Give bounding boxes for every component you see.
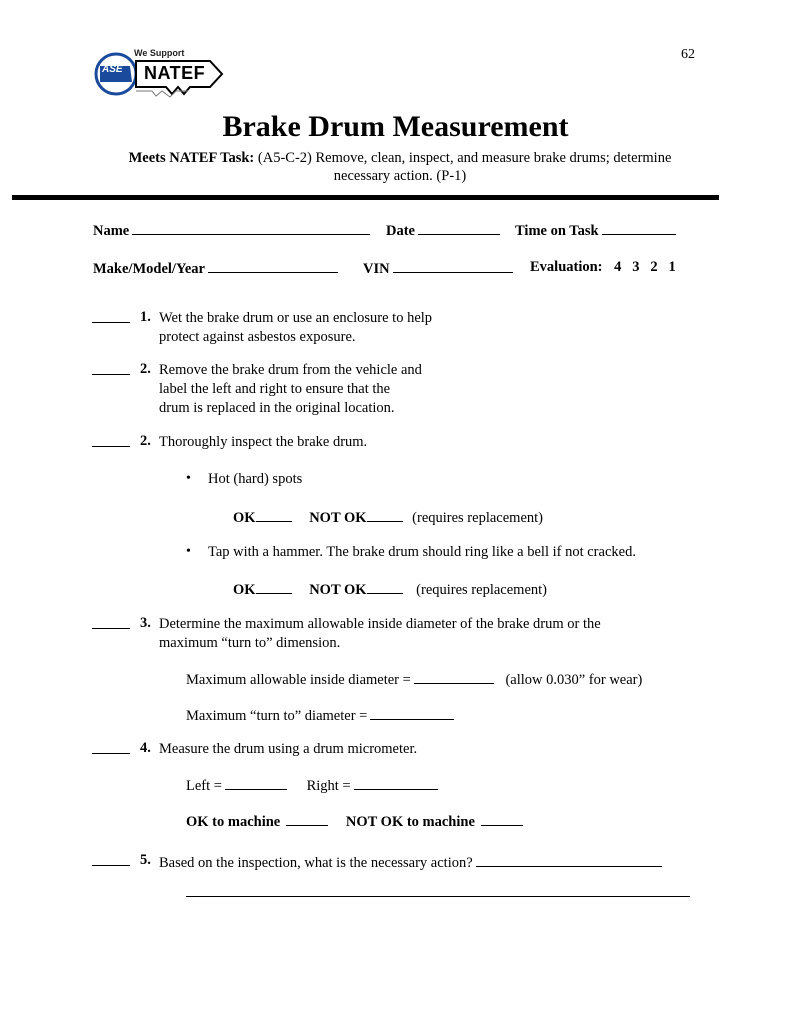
machine-row xyxy=(186,811,523,832)
step-3-check-blank[interactable] xyxy=(92,616,130,629)
page-title: Brake Drum Measurement xyxy=(222,110,569,143)
logo-word: NATEF xyxy=(144,63,206,83)
requires-replacement-text: (requires replacement) xyxy=(416,582,547,598)
date-blank[interactable] xyxy=(418,220,500,235)
hot-spots-result xyxy=(233,507,543,528)
page-number: 62 xyxy=(681,47,695,62)
max-inside-diameter-row xyxy=(186,669,642,690)
step-4-number: 4. xyxy=(140,740,151,756)
allow-wear-note: (allow 0.030” for wear) xyxy=(505,672,643,688)
ok-blank[interactable] xyxy=(256,579,292,594)
hot-spots-text: Hot (hard) spots xyxy=(208,471,303,487)
ok-label: OK xyxy=(233,582,256,598)
step-1-number: 1. xyxy=(140,309,151,325)
left-right-row xyxy=(186,775,438,796)
max-turn-to-row xyxy=(186,705,454,726)
ok-blank[interactable] xyxy=(256,507,292,522)
task-label: Meets NATEF Task: xyxy=(128,150,255,166)
left-label: Left = xyxy=(186,778,222,794)
not-ok-label: NOT OK xyxy=(309,510,367,526)
step-1-line: Wet the brake drum or use an enclosure to help xyxy=(159,310,433,326)
step-5-line: Based on the inspection, what is the necessary action? xyxy=(159,855,473,871)
ok-to-machine-blank[interactable] xyxy=(286,811,328,826)
step-5-number: 5. xyxy=(140,852,151,868)
evaluation-field xyxy=(530,258,676,277)
task-subtitle xyxy=(100,149,700,185)
date-label: Date xyxy=(386,223,415,239)
bullet-dot-icon: • xyxy=(186,471,191,486)
divider-rule xyxy=(12,195,719,200)
max-turn-to-blank[interactable] xyxy=(370,705,454,720)
not-ok-to-machine-label: NOT OK to machine xyxy=(345,814,475,830)
step-2a-text xyxy=(159,361,422,418)
vin-label: VIN xyxy=(363,261,390,277)
left-blank[interactable] xyxy=(225,775,287,790)
step-2a-check-blank[interactable] xyxy=(92,362,130,375)
max-inside-diameter-label: Maximum allowable inside diameter = xyxy=(186,672,411,688)
max-inside-diameter-blank[interactable] xyxy=(414,669,494,684)
step-4-text: Measure the drum using a drum micrometer. xyxy=(159,741,418,757)
step-2a-line: drum is replaced in the original location. xyxy=(159,400,395,416)
vin-blank[interactable] xyxy=(393,258,513,273)
step-3-text xyxy=(159,615,601,653)
step-3-line: Determine the maximum allowable inside diameter of the brake drum or the xyxy=(159,616,601,632)
step-3-number: 3. xyxy=(140,615,151,631)
tap-hammer-text: Tap with a hammer. The brake drum should ring like a bell if not cracked. xyxy=(208,544,636,560)
tap-hammer-result xyxy=(233,579,547,600)
not-ok-to-machine-blank[interactable] xyxy=(481,811,523,826)
task-text-line2: necessary action. (P-1) xyxy=(333,168,467,184)
not-ok-label: NOT OK xyxy=(309,582,367,598)
date-field xyxy=(386,220,500,241)
step-5-check-blank[interactable] xyxy=(92,853,130,866)
necessary-action-blank-line2[interactable] xyxy=(186,896,690,897)
time-on-task-blank[interactable] xyxy=(602,220,676,235)
bullet-dot-icon: • xyxy=(186,544,191,559)
not-ok-blank[interactable] xyxy=(367,507,403,522)
time-on-task-field xyxy=(515,220,676,241)
ok-label: OK xyxy=(233,510,256,526)
step-1-check-blank[interactable] xyxy=(92,310,130,323)
step-1-line: protect against asbestos exposure. xyxy=(159,329,356,345)
make-model-year-field xyxy=(93,258,338,279)
step-2a-line: label the left and right to ensure that the xyxy=(159,381,391,397)
necessary-action-blank[interactable] xyxy=(476,852,662,867)
max-turn-to-label: Maximum “turn to” diameter = xyxy=(186,708,368,724)
name-label: Name xyxy=(93,223,130,239)
right-blank[interactable] xyxy=(354,775,438,790)
task-text-line1: (A5-C-2) Remove, clean, inspect, and measure brake drums; determine xyxy=(257,150,672,166)
step-2a-line: Remove the brake drum from the vehicle and xyxy=(159,362,422,378)
time-on-task-label: Time on Task xyxy=(515,223,599,239)
step-2b-number: 2. xyxy=(140,433,151,449)
right-label: Right = xyxy=(306,778,351,794)
ok-to-machine-label: OK to machine xyxy=(186,814,281,830)
step-2a-number: 2. xyxy=(140,361,151,377)
make-model-year-label: Make/Model/Year xyxy=(93,261,205,277)
step-2b-text: Thoroughly inspect the brake drum. xyxy=(159,434,368,450)
logo-badge: ASE xyxy=(102,64,123,75)
name-field xyxy=(93,220,370,241)
step-5-text xyxy=(159,852,662,873)
step-1-text xyxy=(159,309,432,347)
step-2b-check-blank[interactable] xyxy=(92,434,130,447)
make-model-year-blank[interactable] xyxy=(208,258,338,273)
step-4-check-blank[interactable] xyxy=(92,741,130,754)
not-ok-blank[interactable] xyxy=(367,579,403,594)
name-blank[interactable] xyxy=(132,220,370,235)
vin-field xyxy=(363,258,513,279)
logo-tagline: We Support xyxy=(134,48,185,58)
evaluation-label: Evaluation: xyxy=(530,259,603,275)
step-3-line: maximum “turn to” dimension. xyxy=(159,635,341,651)
natef-logo xyxy=(92,44,226,110)
evaluation-scores[interactable]: 4 3 2 1 xyxy=(614,259,676,275)
requires-replacement-text: (requires replacement) xyxy=(412,510,543,526)
